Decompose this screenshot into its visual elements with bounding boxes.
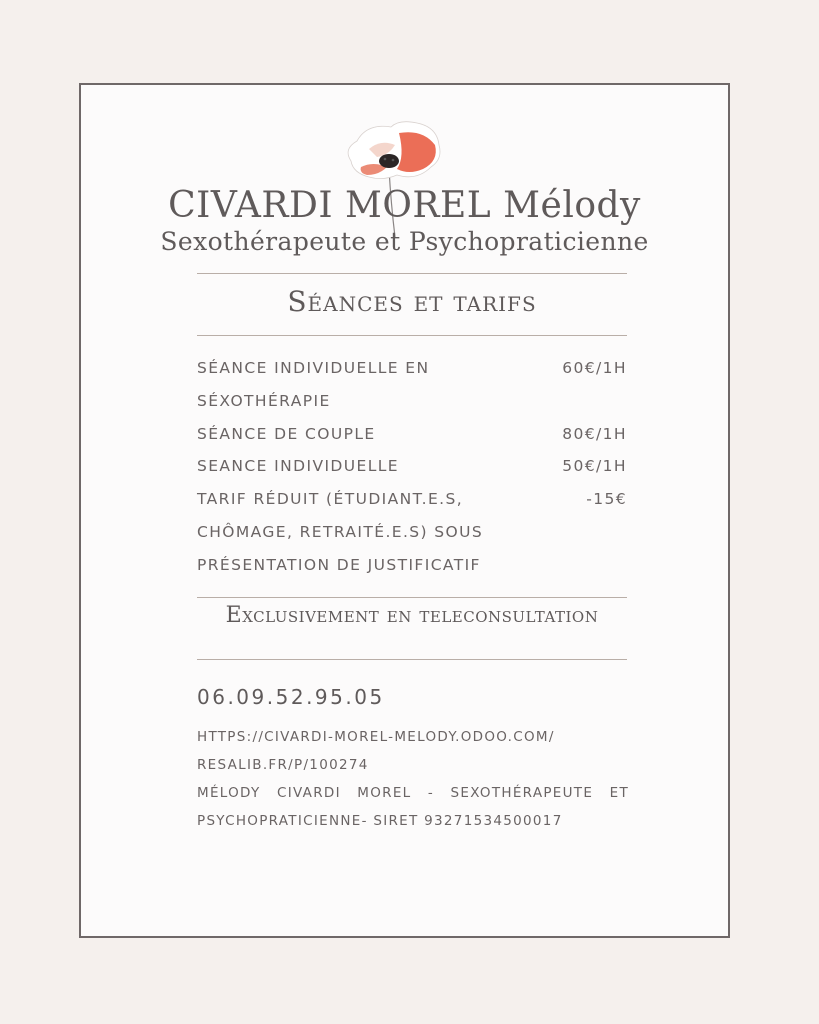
section-title-teleconsultation: Exclusivement en teleconsultation	[225, 603, 599, 628]
section-title-tarifs: Séances et tarifs	[287, 285, 537, 318]
price-row-label: SÉANCE INDIVIDUELLE EN SÉXOTHÉRAPIE	[197, 359, 430, 410]
price-row-value: 60€/1H	[562, 359, 627, 377]
price-row-label: TARIF RÉDUIT (ÉTUDIANT.E.S, CHÔMAGE, RETRAITÉ.E.S) SOUS PRÉSENTATION DE JUSTIFICATIF	[197, 490, 484, 574]
website-url[interactable]: HTTPS://CIVARDI-MOREL-MELODY.ODOO.COM/	[197, 729, 555, 745]
price-row-value: -15€	[586, 490, 627, 509]
price-row-value: 80€/1H	[562, 424, 627, 443]
divider	[197, 659, 627, 660]
price-list	[197, 352, 627, 582]
therapist-name: CIVARDI MOREL Mélody	[168, 185, 641, 226]
therapist-title: Sexothérapeute et Psychopraticienne	[160, 227, 649, 256]
phone-number: 06.09.52.95.05	[197, 685, 385, 709]
price-row-label: SÉANCE DE COUPLE	[197, 424, 376, 443]
tarif-card	[79, 83, 730, 938]
price-row	[197, 483, 627, 581]
legal-notice: MÉLODY CIVARDI MOREL - SEXOTHÉRAPEUTE ET PSYCHOPRATICIENNE- SIRET 93271534500017	[197, 785, 629, 829]
price-row	[197, 418, 627, 451]
price-row	[197, 352, 627, 418]
divider	[197, 597, 627, 598]
price-row	[197, 450, 627, 483]
price-row-value: 50€/1H	[562, 457, 627, 476]
price-row-label: SEANCE INDIVIDUELLE	[197, 457, 399, 476]
resalib-url[interactable]: RESALIB.FR/P/100274	[197, 757, 369, 773]
divider	[197, 273, 627, 274]
divider	[197, 335, 627, 336]
